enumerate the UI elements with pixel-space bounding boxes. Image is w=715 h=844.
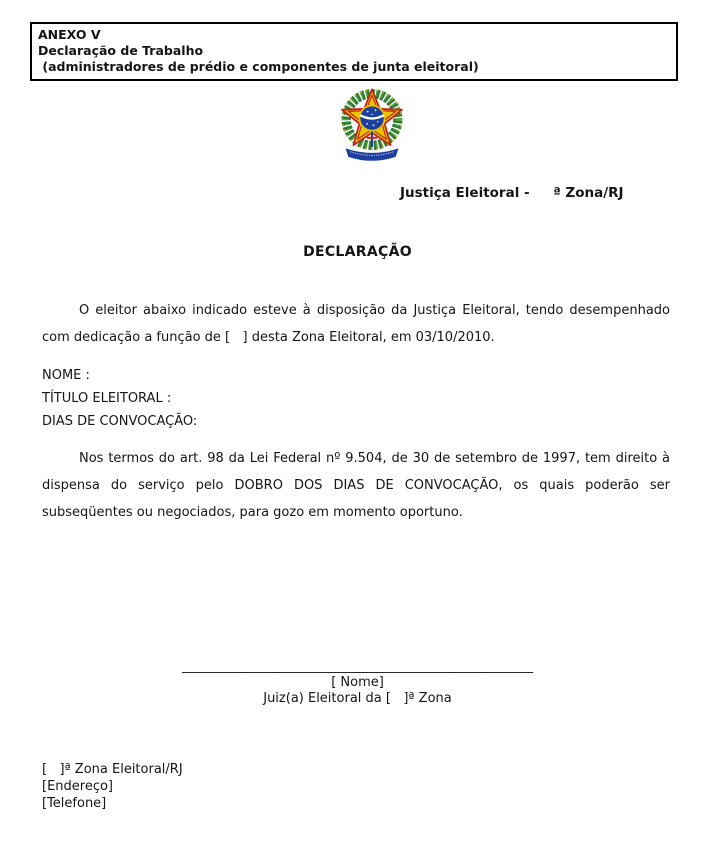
- footer-block: [42, 761, 183, 812]
- signature-block: [0, 659, 715, 707]
- header-annex-label: ANEXO V: [38, 27, 101, 42]
- field-titulo-eleitoral: TÍTULO ELEITORAL :: [42, 391, 172, 406]
- justice-eleitoral-zone-line: Justiça Eleitoral - ª Zona/RJ: [400, 185, 624, 201]
- document-title: DECLARAÇÃO: [303, 244, 412, 260]
- header-box: [30, 22, 678, 81]
- footer-zone: [ ]ª Zona Eleitoral/RJ: [42, 762, 183, 777]
- fields-block: [42, 364, 197, 433]
- footer-address: [Endereço]: [42, 779, 114, 794]
- signature-name-placeholder: [ Nome]: [331, 675, 384, 690]
- signature-line: ______________________________________________________: [182, 659, 533, 674]
- header-doc-subtype: (administradores de prédio e componentes de junta eleitoral): [38, 59, 479, 74]
- field-nome: NOME :: [42, 368, 90, 383]
- field-dias-convocacao: DIAS DE CONVOCAÇÃO:: [42, 414, 198, 429]
- declaration-paragraph: O eleitor abaixo indicado esteve à disposição da Justiça Eleitoral, tendo desempenhado com dedicação a função de [ ] desta Zona Eleitoral, em 03/10/2010.: [42, 303, 675, 345]
- footer-phone: [Telefone]: [42, 796, 107, 811]
- brazil-coat-of-arms-icon: [336, 88, 408, 164]
- header-doc-type: Declaração de Trabalho: [38, 43, 204, 58]
- legal-terms-paragraph: Nos termos do art. 98 da Lei Federal nº 9.504, de 30 de setembro de 1997, tem direito à dispensa do serviço pelo DOBRO DOS DIAS DE CONVOCAÇÃO, os quais poderão ser subseqüentes ou negociados, para gozo em momento oportuno.: [42, 451, 670, 520]
- coat-of-arms-container: [336, 88, 408, 164]
- signature-role: Juiz(a) Eleitoral da [ ]ª Zona: [263, 691, 452, 706]
